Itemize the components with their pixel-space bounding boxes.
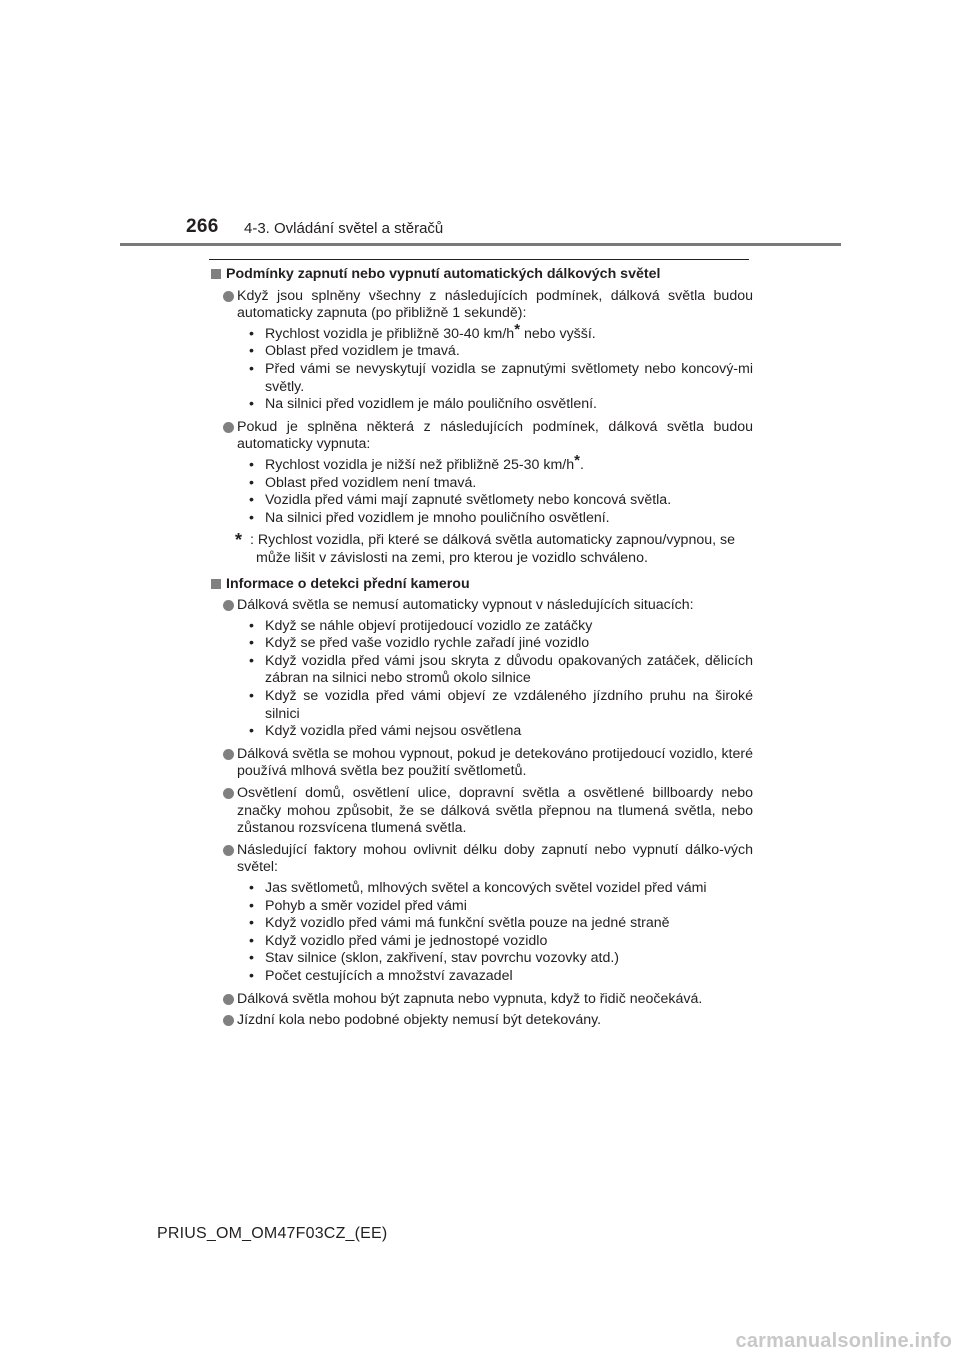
list-item-body (237, 597, 753, 742)
square-bullet-icon (211, 579, 221, 589)
section-heading (211, 576, 753, 594)
list-item-body (237, 746, 753, 781)
list-item-body (237, 1012, 601, 1030)
list-item-body (237, 419, 753, 529)
list-item-body (237, 842, 753, 987)
section-heading-text: Podmínky zapnutí nebo vypnutí automatických dálkových světel (226, 266, 661, 282)
sub-list-item: • Když se před vaše vozidlo rychle zařadí jiné vozidlo (239, 635, 753, 653)
section-title: 4-3. Ovládání světel a stěračů (244, 220, 444, 237)
list-item-text: Pokud je splněna některá z následujících podmínek, dálková světla budou automaticky vypnuta: (237, 418, 753, 453)
page-content (211, 266, 753, 1038)
sub-list-item: • Jas světlometů, mlhových světel a koncových světel vozidel před vámi (239, 880, 753, 898)
list-item-text: Následující faktory mohou ovlivnit délku doby zapnutí nebo vypnutí dálko-vých světel: (237, 841, 753, 876)
list-item-text: Dálková světla mohou být zapnuta nebo vypnuta, když to řidič neočekává. (237, 990, 703, 1007)
watermark: carmanualsonline.info (735, 1330, 952, 1352)
list-item (223, 991, 753, 1009)
list-item-text: Dálková světla se mohou vypnout, pokud je detekováno protijedoucí vozidlo, které používá mlhová světla bez použití světlometů. (237, 745, 753, 780)
sub-list (237, 320, 753, 414)
sub-list-item: • Rychlost vozidla je nižší než přibližně 25-30 km/h*. (239, 457, 753, 475)
circle-bullet-icon (223, 1015, 234, 1026)
section-divider (209, 259, 749, 260)
header-rule (120, 243, 841, 246)
section (211, 266, 753, 568)
sub-list (237, 451, 753, 527)
sub-list-item: • Na silnici před vozidlem je málo pouličního osvětlení. (239, 396, 753, 414)
section-heading-text: Informace o detekci přední kamerou (226, 575, 470, 592)
square-bullet-icon (211, 269, 221, 279)
sub-list-item: • Když vozidlo před vámi má funkční světla pouze na jedné straně (239, 915, 753, 933)
page-number: 266 (186, 216, 219, 237)
list-item (223, 746, 753, 781)
sub-list-item: • Na silnici před vozidlem je mnoho pouličního osvětlení. (239, 510, 753, 528)
list-item (223, 597, 753, 742)
sub-list-item: • Počet cestujících a množství zavazadel (239, 968, 753, 986)
footnote-mark: * (235, 530, 243, 551)
circle-bullet-icon (223, 788, 234, 799)
list-item (223, 842, 753, 987)
sub-list-item: • Oblast před vozidlem je tmavá. (239, 343, 753, 361)
list-item (223, 419, 753, 529)
list-item (223, 785, 753, 838)
circle-bullet-icon (223, 845, 234, 856)
sub-list (237, 618, 753, 741)
sub-list-item: • Když vozidla před vámi jsou skryta z důvodu opakovaných zatáček, dělicích zábran na silnici nebo stromů okolo silnice (239, 653, 753, 688)
circle-bullet-icon (223, 994, 234, 1005)
list-item-body (237, 785, 753, 838)
footnote-text: : Rychlost vozidla, při které se dálková světla automaticky zapnou/vypnou, se může lišit v závislosti na zemi, pro kterou je vozidlo schváleno. (250, 532, 735, 566)
sub-list-item: • Před vámi se nevyskytují vozidla se zapnutými světlomety nebo koncový-mi světly. (239, 361, 753, 396)
sub-list-item: • Když se náhle objeví protijedoucí vozidlo ze zatáčky (239, 618, 753, 636)
footer-code: PRIUS_OM_OM47F03CZ_(EE) (157, 1225, 388, 1242)
sub-list-item: • Když se vozidla před vámi objeví ze vzdáleného jízdního pruhu na široké silnici (239, 688, 753, 723)
circle-bullet-icon (223, 422, 234, 433)
circle-bullet-icon (223, 749, 234, 760)
list-item-text: Osvětlení domů, osvětlení ulice, dopravní světla a osvětlené billboardy nebo značky mohou způsobit, že se dálková světla přepnou na tlumená světla, nebo zůstanou rozsvícena tlumená světla. (237, 785, 753, 837)
sub-list-item: • Oblast před vozidlem není tmavá. (239, 475, 753, 493)
sub-list-item: • Když vozidlo před vámi je jednostopé vozidlo (239, 933, 753, 951)
section-heading (211, 266, 753, 284)
sub-list-item: • Vozidla před vámi mají zapnuté světlomety nebo koncová světla. (239, 492, 753, 510)
sub-list-item: • Rychlost vozidla je přibližně 30-40 km/h* nebo vyšší. (239, 326, 753, 344)
section (211, 576, 753, 1030)
list-item-text: Dálková světla se nemusí automaticky vypnout v následujících situacích: (237, 597, 694, 614)
list-item (223, 288, 753, 415)
sub-list-item: • Když vozidla před vámi nejsou osvětlena (239, 723, 753, 741)
footnote (235, 532, 753, 567)
sub-list (237, 880, 753, 986)
list-item-text: Jízdní kola nebo podobné objekty nemusí být detekovány. (237, 1012, 602, 1029)
list-item (223, 1012, 753, 1030)
circle-bullet-icon (223, 600, 234, 611)
asterisk-mark: * (514, 320, 521, 338)
list-item-text: Když jsou splněny všechny z následujících podmínek, dálková světla budou automaticky zapnuta (po přibližně 1 sekundě): (237, 287, 753, 322)
asterisk-mark: * (574, 451, 580, 469)
sub-list-item: • Pohyb a směr vozidel před vámi (239, 898, 753, 916)
list-item-body (237, 288, 753, 415)
list-item-body (237, 991, 702, 1009)
circle-bullet-icon (223, 291, 234, 302)
sub-list-item: • Stav silnice (sklon, zakřivení, stav povrchu vozovky atd.) (239, 950, 753, 968)
